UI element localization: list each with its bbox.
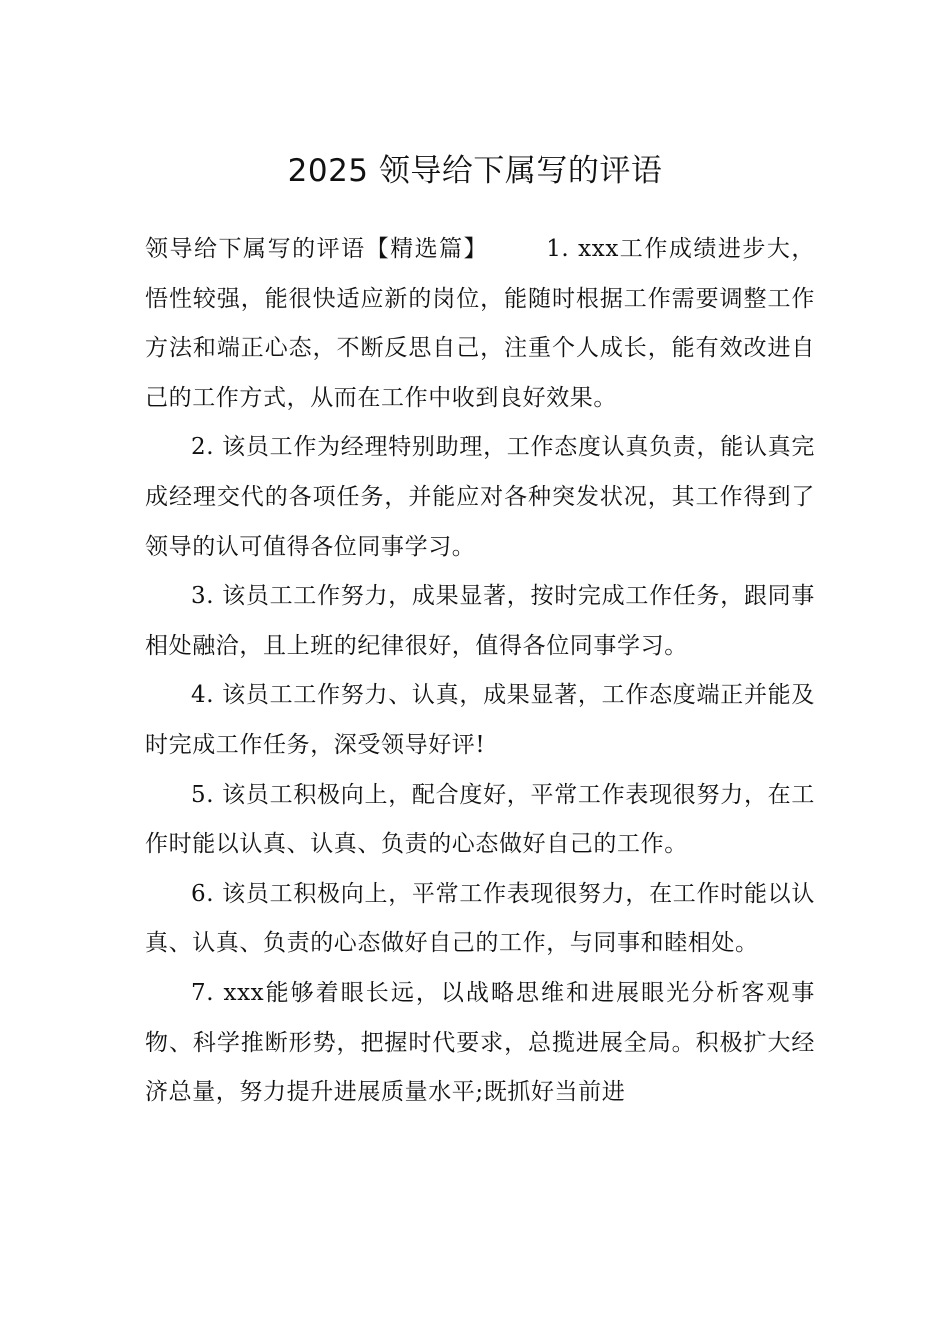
document-body [145,225,815,1118]
document-title: 2025 领导给下属写的评语 [287,152,663,189]
paragraph-1 [145,225,815,423]
paragraph-1-text: 1. xxx工作成绩进步大，悟性较强，能很快适应新的岗位，能随时根据工作需要调整工作方法和端正心态，不断反思自己，注重个人成长，能有效改进自己的工作方式，从而在工作中收到良好效果。 [145,236,815,411]
paragraph-2: 2. 该员工作为经理特别助理，工作态度认真负责，能认真完成经理交代的各项任务，并能应对各种突发状况，其工作得到了领导的认可值得各位同事学习。 [145,434,815,560]
paragraph-7: 7. xxx能够着眼长远，以战略思维和进展眼光分析客观事物、科学推断形势，把握时代要求，总揽进展全局。积极扩大经济总量，努力提升进展质量水平;既抓好当前进 [145,979,815,1106]
intro-heading: 领导给下属写的评语【精选篇】 [145,236,489,262]
paragraph-4: 4. 该员工工作努力、认真，成果显著，工作态度端正并能及时完成工作任务，深受领导好评! [145,682,815,758]
paragraph-5: 5. 该员工积极向上，配合度好，平常工作表现很努力，在工作时能以认真、认真、负责的心态做好自己的工作。 [145,781,815,858]
paragraph-6: 6. 该员工积极向上，平常工作表现很努力，在工作时能以认真、认真、负责的心态做好自己的工作，与同事和睦相处。 [145,880,815,957]
paragraph-3: 3. 该员工工作努力，成果显著，按时完成工作任务，跟同事相处融洽，且上班的纪律很好，值得各位同事学习。 [145,583,815,659]
